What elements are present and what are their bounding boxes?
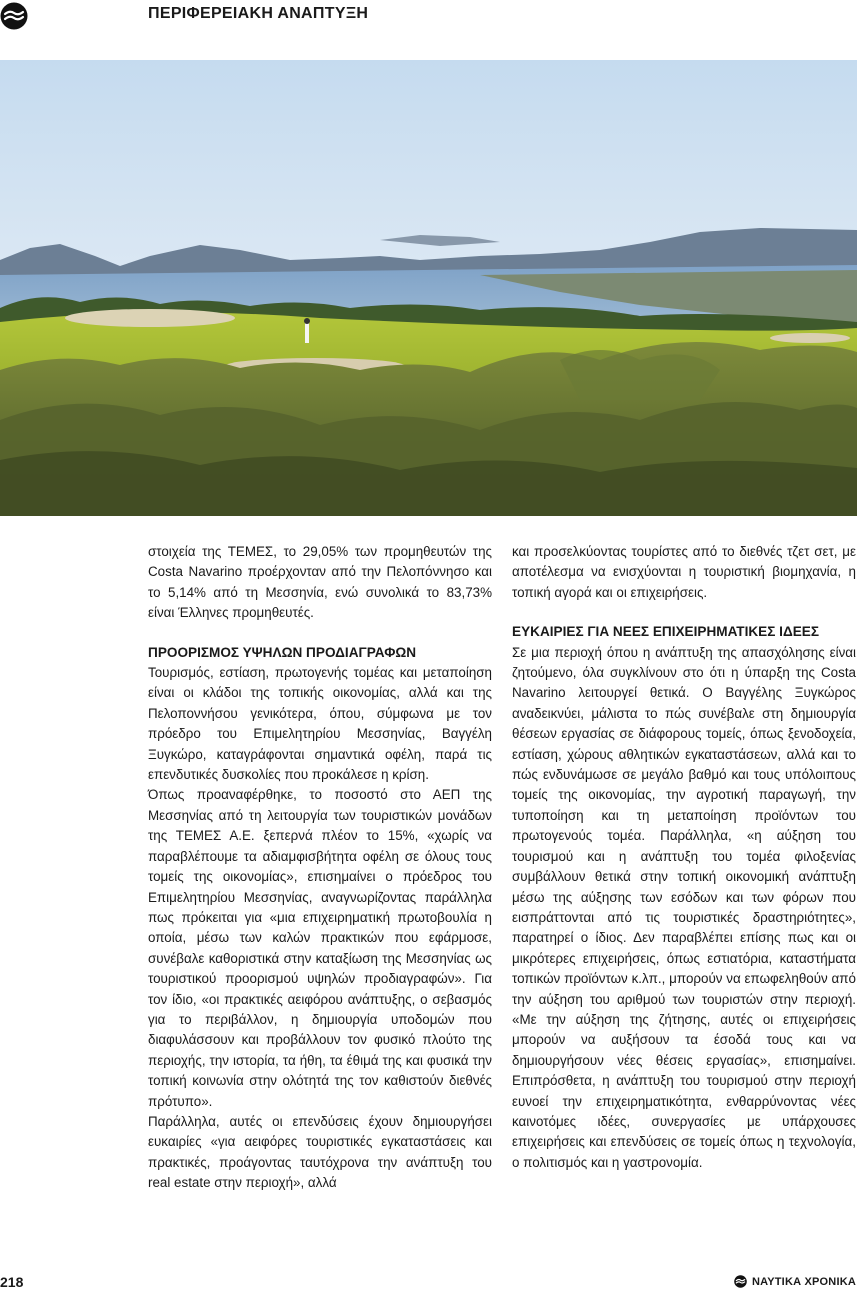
- wave-logo-icon: [0, 2, 28, 30]
- paragraph: και προσελκύοντας τουρίστες από το διεθνές τζετ σετ, με αποτέλεσμα να ενισχύονται η τουριστική βιομηχανία, η τοπική αγορά και οι επιχειρήσεις.: [512, 544, 856, 600]
- paragraph: Σε μια περιοχή όπου η ανάπτυξη της απασχόλησης είναι ζητούμενο, όλα συγκλίνουν στο ότι η ύπαρξη της Costa Navarino λειτουργεί θετικά. Ο Βαγγέλης Ξυγκώρος αναδεικνύει, μάλιστα το πώς συνέβαλε στη δημιουργία θέσεων εργασίας σε διάφορους τομείς, όπως ξενοδοχεία, εστίαση, χώρους αθλητικών εγκαταστάσεων, αλλά και το πώς ενδυνάμωσε σε μεγάλο βαθμό και τους υπόλοιπους τομείς της οικονομίας, την αγροτική παραγωγή, την τυποποίηση και τη μεταποίηση προϊόντων του πρωτογενούς τομέα. Παράλληλα, «η αύξηση του τουρισμού και η ανάπτυξη του τομέα φιλοξενίας συμβάλλουν θετικά στην τοπική οικονομική ανάπτυξη μέσω της αύξησης των εσόδων και των φόρων που εισπράττονται από τις τουριστικές δραστηριότητες», παρατηρεί ο ίδιος. Δεν παραβλέπει επίσης πως και οι μικρότερες επιχειρήσεις, όπως εστιατόρια, καταστήματα τοπικών προϊόντων κ.λπ., μπορούν να επωφεληθούν από την αύξηση του αριθμού των τουριστών στην περιοχή. «Με την αύξηση της ζήτησης, αυτές οι επιχειρήσεις μπορούν να αυξήσουν τα έσοδά τους και να δημιουργήσουν νέες θέσεις εργασίας», επισημαίνει. Επιπρόσθετα, η ανάπτυξη του τουρισμού στην περιοχή ευνοεί την επιχειρηματικότητα, ενθαρρύνοντας νέες καινοτόμες ιδέες, συνεργασίες με υπάρχουσες επιχειρήσεις και επενδύσεις σε τομείς όπως η τεχνολογία, ο πολιτισμός και η γαστρονομία.: [512, 644, 856, 1170]
- subheading: ΕΥΚΑΙΡΙΕΣ ΓΙΑ ΝΕΕΣ ΕΠΙΧΕΙΡΗΜΑΤΙΚΕΣ ΙΔΕΕΣ: [512, 624, 820, 640]
- landscape-photo: [0, 60, 857, 516]
- wave-logo-icon: [734, 1275, 747, 1288]
- page-number: 218: [0, 1274, 24, 1290]
- paragraph: στοιχεία της ΤΕΜΕΣ, το 29,05% των προμηθευτών της Costa Navarino προέρχονταν από την Πελοπόννησο και το 5,14% από τη Μεσσηνία, ενώ συνολικά το 83,73% είναι Έλληνες προμηθευτές.: [148, 544, 492, 621]
- paragraph: Τουρισμός, εστίαση, πρωτογενής τομέας και μεταποίηση είναι οι κλάδοι της τοπικής οικονομίας, αλλά και της Πελοποννήσου γενικότερα, όπου, σύμφωνα με τον πρόεδρο του Επιμελητηρίου Μεσσηνίας, Βαγγέλη Ξυγκώρο, καταγράφονται σημαντικά οφέλη, παρά τις επενδυτικές δυσκολίες που προκάλεσε η κρίση.: [148, 665, 492, 783]
- paragraph: Όπως προαναφέρθηκε, το ποσοστό στο ΑΕΠ της Μεσσηνίας από τη λειτουργία των τουριστικών μονάδων της ΤΕΜΕΣ Α.Ε. ξεπερνά πλέον το 15%, «χωρίς να παραβλέπουμε τα αδιαμφισβήτητα οφέλη σε όλους τους τομείς της οικονομίας», επισημαίνει ο πρόεδρος του Επιμελητηρίου Μεσσηνίας, αναγνωρίζοντας παράλληλα πως πρόκειται για «μια επιχειρηματική πρωτοβουλία η οποία, μέσω των καλών πρακτικών που εφάρμοσε, συνέβαλε καθοριστικά στην καταξίωση της Μεσσηνίας ως τουριστικού προορισμού υψηλών προδιαγραφών». Για τον ίδιο, «οι πρακτικές αειφόρου ανάπτυξης, ο σεβασμός για το περιβάλλον, η δημιουργία υποδομών που διαφυλάσσουν και προβάλλουν τον φυσικό πλούτο της περιοχής, την ιστορία, τα ήθη, τα έθιμά της και φυσικά την τοπική κοινωνία στην ολότητά της τον καθιστούν διεθνές πρότυπο».: [148, 787, 492, 1109]
- left-column: [148, 542, 492, 1194]
- brand-name: ΝΑΥΤΙΚΑ ΧΡΟΝΙΚΑ: [751, 1275, 856, 1288]
- right-column: [512, 542, 856, 1173]
- section-title: ΠΕΡΙΦΕΡΕΙΑΚΗ ΑΝΑΠΤΥΞΗ: [148, 5, 369, 22]
- paragraph: Παράλληλα, αυτές οι επενδύσεις έχουν δημιουργήσει ευκαιρίες «για αειφόρες τουριστικές εγκαταστάσεις και πρακτικές, προάγοντας ταυτόχρονα την ανάπτυξη του real estate στην περιοχή», αλλά: [148, 1113, 492, 1191]
- brand-footer: [734, 1275, 856, 1288]
- subheading: ΠΡΟΟΡΙΣΜΟΣ ΥΨΗΛΩΝ ΠΡΟΔΙΑΓΡΑΦΩΝ: [148, 644, 417, 660]
